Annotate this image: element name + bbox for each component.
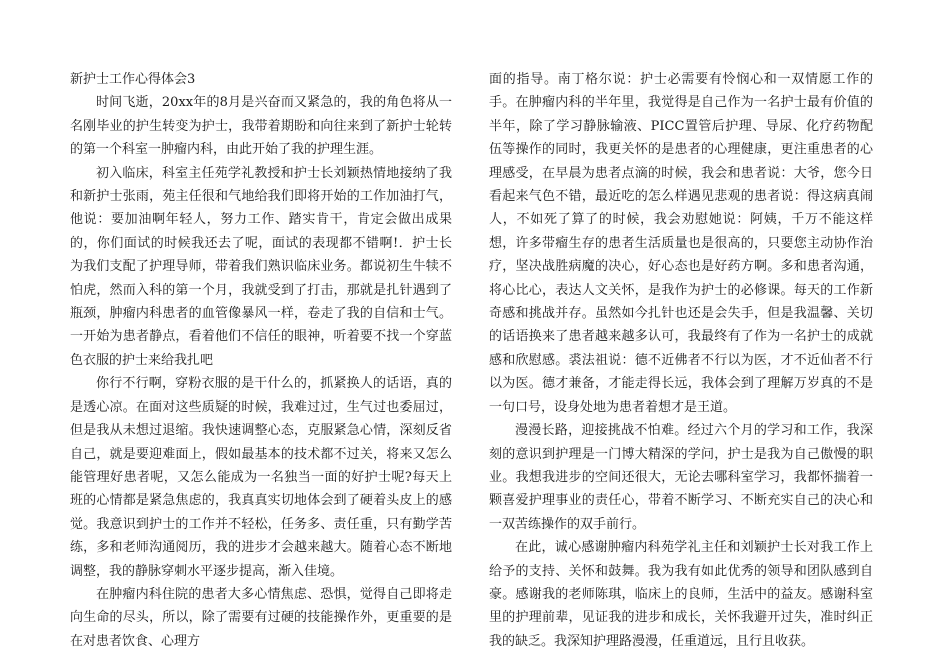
paragraph-first-days: 初入临床，科室主任苑学礼教授和护士长刘颖热情地接纳了我和新护士张雨，苑主任很和气地给我们即将开始的工作加油打气，他说：要加油啊年轻人，努力工作、踏实肯干，肯定会做出成果的，你们面试的时候我还去了呢，面试的表现都不错啊!．护士长为我们支配了护理导师，带着我们熟识临床业务。都说初生牛犊不怕虎，然而入科的第一个月，我就受到了打击，那就是扎针遇到了瓶颈，肿瘤内科患者的血管像暴风一样，卷走了我的自信和士气。一开始为患者静点，看着他们不信任的眼神，听着要不找一个穿蓝色衣服的护士来给我扎吧 bbox=[70, 165, 452, 368]
paragraph-reflection: 漫漫长路，迎接挑战不怕难。经过六个月的学习和工作，我深刻的意识到护理是一门博大精深的学问，护士是我为自己傲慢的职业。我想我进步的空间还很大，无论去哪科室学习，我都怀揣着一颗喜爱护理事业的责任心，带着不断学习、不断充实自己的决心和一双苦练操作的双手前行。 bbox=[489, 423, 873, 532]
paragraph-adjustment: 你行不行啊，穿粉衣服的是干什么的，抓紧换人的话语，真的是透心凉。在面对这些质疑的时候，我难过过，生气过也委屈过，但是我从未想过退缩。我快速调整心态，克服紧急心情，深刻反省自己，就是要迎难面上，假如最基本的技术都不过关，将来又怎么能管理好患者呢，又怎么能成为一名独当一面的好护士呢?每天上班的心情都是紧急焦虑的，我真真实切地体会到了硬着头皮上的感觉。我意识到护士的工作并不轻松，任务多、责任重，只有勤学苦练，多和老师沟通阅历，我的进步才会越来越大。随着心态不断地调整，我的静脉穿刺水平逐步提高，渐入佳境。 bbox=[70, 376, 452, 579]
paragraph-intro: 时间飞逝，20xx年的8月是兴奋而又紧急的，我的角色将从一名刚毕业的护生转变为护士，我带着期盼和向往来到了新护士轮转的第一个科室一肿瘤内科，由此开始了我的护理生涯。 bbox=[70, 95, 452, 158]
paragraph-patient-care-continued: 面的指导。南丁格尔说：护士必需要有怜悯心和一双情愿工作的手。在肿瘤内科的半年里，我觉得是自己作为一名护士最有价值的半年，除了学习静脉输液、PICC置管后护理、导尿、化疗药物配伍等操作的同时，我更关怀的是患者的心理健康，更注重患者的心理感受，在早晨为患者点滴的时候，我会和患者说：大爷，您今日看起来气色不错，最近吃的怎么样遇见悲观的患者说：得这病真闹人，不如死了算了的时候，我会劝慰她说：阿姨，千万不能这样想，许多带瘤生存的患者生活质量也是很高的，只要您主动协作治疗，坚决战胜病魔的决心，好心态也是好药方啊。多和患者沟通，将心比心，表达人文关怀，是我作为护士的必修课。每天的工作新奇感和挑战并存。虽然如今扎针也还是会失手，但是我温馨、关切的话语换来了患者越来越多认可，我最终有了作为一名护士的成就感和欣慰感。裘法祖说：德不近佛者不行以为医，才不近仙者不行以为医。德才兼备，才能走得长远，我体会到了理解万岁真的不是一句口号，设身处地为患者着想才是王道。 bbox=[489, 72, 873, 415]
right-column bbox=[489, 68, 873, 653]
document-title: 新护士工作心得体会3 bbox=[70, 72, 196, 87]
paragraph-gratitude: 在此，诚心感谢肿瘤内科苑学礼主任和刘颖护士长对我工作上给予的支持、关怀和鼓舞。我为我有如此优秀的领导和团队感到自豪。感谢我的老师陈琪，临床上的良师，生活中的益友。感谢科室里的护理前辈，见证我的进步和成长，关怀我避开过失，准时纠正我的缺乏。我深知护理路漫漫，任重道远，且行且收获。 bbox=[489, 540, 873, 649]
left-column bbox=[70, 68, 452, 653]
paragraph-patient-care-start: 在肿瘤内科住院的患者大多心情焦虑、恐惧，觉得自己即将走向生命的尽头，所以，除了需要有过硬的技能操作外，更重要的是在对患者饮食、心理方 bbox=[70, 586, 452, 649]
